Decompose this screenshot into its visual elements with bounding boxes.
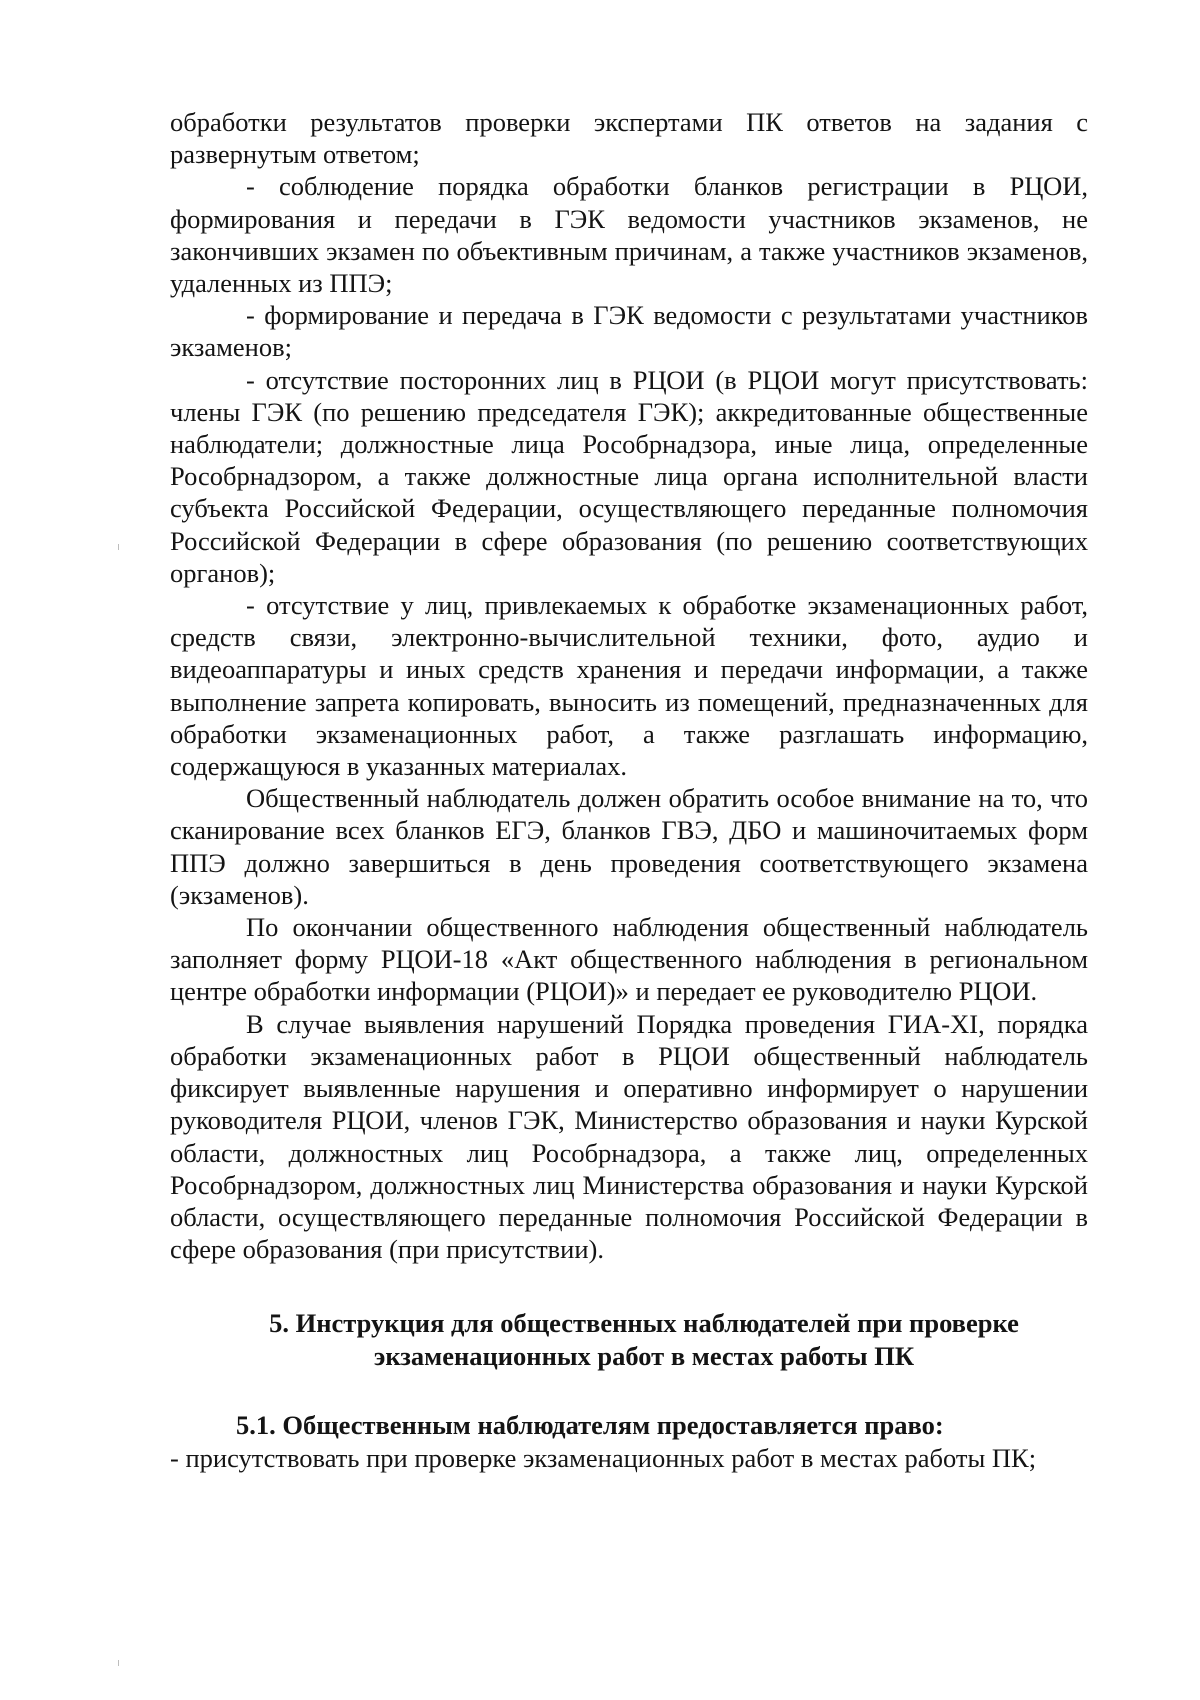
section-heading	[170, 1307, 1088, 1373]
section-heading-line1: 5. Инструкция для общественных наблюдателей при проверке	[269, 1308, 1019, 1339]
scan-speck	[118, 1660, 119, 1666]
list-item-results-statement: - формирование и передача в ГЭК ведомости с результатами участников экзаменов;	[170, 300, 1088, 363]
list-item-blank-processing: - соблюдение порядка обработки бланков регистрации в РЦОИ, формирования и передачи в ГЭК ведомости участников экзаменов, не закончивших экзамен по объективным причинам, а также участников экзаменов, удаленных из ППЭ;	[170, 171, 1088, 299]
subsection-heading: 5.1. Общественным наблюдателям предоставляется право:	[236, 1410, 944, 1441]
paragraph-violations: В случае выявления нарушений Порядка проведения ГИА-XI, порядка обработки экзаменационных работ в РЦОИ общественный наблюдатель фиксирует выявленные нарушения и оперативно информирует о нарушении руководителя РЦОИ, членов ГЭК, Министерство образования и науки Курской области, должностных лиц Рособрнадзора, а также лиц, определенных Рособрнадзором, должностных лиц Министерства образования и науки Курской области, осуществляющего переданные полномочия Российской Федерации в сфере образования (при присутствии).	[170, 1008, 1088, 1265]
document-page	[170, 106, 1088, 1474]
list-item-no-outsiders: - отсутствие посторонних лиц в РЦОИ (в РЦОИ могут присутствовать: члены ГЭК (по решению председателя ГЭК); аккредитованные общественные наблюдатели; должностные лица Рособрнадзора, иные лица, определенные Рособрнадзором, а также должностные лица органа исполнительной власти субъекта Российской Федерации, осуществляющего переданные полномочия Российской Федерации в сфере образования (по решению соответствующих органов);	[170, 364, 1088, 588]
list-item-no-devices: - отсутствие у лиц, привлекаемых к обработке экзаменационных работ, средств связи, электронно-вычислительной техники, фото, аудио и видеоаппаратуры и иных средств хранения и передачи информации, а также выполнение запрета копировать, выносить из помещений, предназначенных для обработки экзаменационных работ, а также разглашать информацию, содержащуюся в указанных материалах.	[170, 590, 1088, 782]
paragraph-continuation: обработки результатов проверки экспертами ПК ответов на задания с развернутым ответом;	[170, 107, 1088, 170]
paragraph-report-form: По окончании общественного наблюдения общественный наблюдатель заполняет форму РЦОИ-18 «Акт общественного наблюдения в региональном центре обработки информации (РЦОИ)» и передает ее руководителю РЦОИ.	[170, 912, 1088, 1007]
section-heading-line2: экзаменационных работ в местах работы ПК	[373, 1341, 915, 1372]
paragraph-scanning-notice: Общественный наблюдатель должен обратить особое внимание на то, что сканирование всех бланков ЕГЭ, бланков ГВЭ, ДБО и машиночитаемых форм ППЭ должно завершиться в день проведения соответствующего экзамена (экзаменов).	[170, 783, 1088, 910]
list-item-attend-check: - присутствовать при проверке экзаменационных работ в местах работы ПК;	[170, 1442, 1037, 1473]
scan-speck	[118, 544, 119, 550]
